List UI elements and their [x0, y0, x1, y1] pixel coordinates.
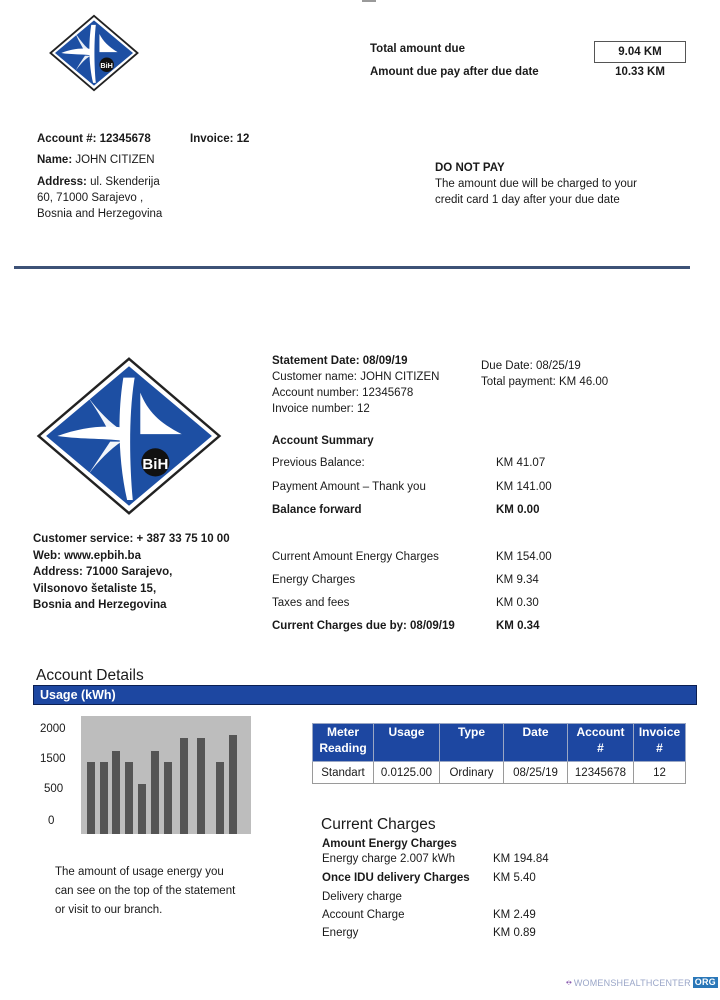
company-logo-large [33, 355, 225, 517]
address-label: Address: [37, 176, 87, 188]
summary-row-current-due [272, 620, 592, 638]
chart-bar [180, 738, 188, 834]
watermark-suffix: ORG [694, 977, 716, 987]
current-charges-title: Current Charges [321, 816, 436, 833]
summary-value: KM 0.30 [496, 597, 539, 609]
charge-value: KM 0.89 [493, 927, 536, 939]
statement-date: Statement Date: 08/09/19 [272, 355, 408, 367]
charge-row-idu-delivery [322, 872, 582, 890]
summary-label: Payment Amount – Thank you [272, 481, 426, 493]
col-invoice: Invoice # [634, 724, 686, 762]
charge-row-delivery [322, 891, 582, 909]
svg-text:BiH: BiH [100, 60, 113, 70]
company-address-line3: Bosnia and Herzegovina [33, 599, 167, 611]
customer-service: Customer service: + 387 33 75 10 00 [33, 533, 230, 545]
late-due-value: 10.33 KM [615, 66, 665, 78]
cell-invoice: 12 [634, 762, 686, 784]
company-web: Web: www.epbih.ba [33, 550, 141, 562]
current-charges-subtitle: Amount Energy Charges [322, 838, 457, 850]
notice-line1: The amount due will be charged to your [435, 178, 638, 190]
summary-label: Previous Balance: [272, 457, 365, 469]
charge-label: Energy charge 2.007 kWh [322, 853, 455, 865]
company-logo-small [48, 14, 140, 92]
summary-label: Balance forward [272, 504, 362, 516]
summary-value: KM 0.34 [496, 620, 540, 632]
customer-name-line [37, 153, 155, 168]
summary-row-previous-balance [272, 457, 592, 475]
dots-icon: •:• [566, 978, 571, 987]
total-payment: Total payment: KM 46.00 [481, 376, 609, 388]
col-usage: Usage [374, 724, 440, 762]
usage-note-line2: can see on the top of the statement [55, 885, 236, 897]
summary-value: KM 9.34 [496, 574, 539, 586]
col-date: Date [504, 724, 568, 762]
col-account: Account # [568, 724, 634, 762]
table-header-row [313, 724, 686, 762]
customer-address-line3: Bosnia and Herzegovina [37, 208, 163, 220]
charge-row-energy-small [322, 927, 582, 945]
address-value: ul. Skenderija [90, 176, 160, 188]
summary-value: KM 0.00 [496, 504, 540, 516]
chart-bar [164, 762, 172, 834]
summary-row-payment [272, 481, 592, 499]
chart-bar [138, 784, 146, 834]
do-not-pay-title: DO NOT PAY [435, 162, 505, 174]
name-value: JOHN CITIZEN [75, 154, 155, 166]
meter-reading-table [312, 723, 686, 784]
summary-row-energy-charges [272, 574, 592, 592]
statement-customer-name: Customer name: JOHN CITIZEN [272, 371, 440, 383]
y-tick-label: 2000 [40, 723, 66, 735]
chart-bar [112, 751, 120, 834]
cell-meter-reading: Standart [313, 762, 374, 784]
customer-address-line1 [37, 175, 160, 190]
chart-bar [125, 762, 133, 834]
total-due-value: 9.04 KM [594, 41, 686, 63]
watermark [566, 977, 718, 988]
summary-label: Energy Charges [272, 574, 356, 586]
chart-bar [151, 751, 159, 834]
company-address-line1: Address: 71000 Sarajevo, [33, 566, 173, 578]
customer-address-line2: 60, 71000 Sarajevo , [37, 192, 144, 204]
charge-value: KM 194.84 [493, 853, 549, 865]
y-tick-label: 1500 [40, 753, 66, 765]
charge-row-account [322, 909, 582, 927]
chart-bar [216, 762, 224, 834]
charge-row-energy [322, 853, 582, 871]
usage-header-bar: Usage (kWh) [33, 685, 697, 705]
summary-value: KM 141.00 [496, 481, 552, 493]
notice-line2: credit card 1 day after your due date [435, 194, 620, 206]
chart-bar [229, 735, 237, 834]
col-meter-reading: Meter Reading [313, 724, 374, 762]
charge-value: KM 5.40 [493, 872, 536, 884]
company-address-line2: Vilsonovo šetaliste 15, [33, 583, 157, 595]
summary-row-balance-forward [272, 504, 592, 522]
total-due-label: Total amount due [370, 43, 465, 55]
chart-bar [87, 762, 95, 834]
col-type: Type [440, 724, 504, 762]
section-divider [14, 266, 690, 269]
statement-account-number: Account number: 12345678 [272, 387, 414, 399]
cell-usage: 0.0125.00 [374, 762, 440, 784]
cell-type: Ordinary [440, 762, 504, 784]
y-tick-label: 0 [48, 815, 55, 827]
charge-label: Energy [322, 927, 359, 939]
account-summary-title: Account Summary [272, 435, 374, 447]
watermark-text: WOMENSHEALTHCENTER [573, 977, 691, 988]
cell-account: 12345678 [568, 762, 634, 784]
late-due-label: Amount due pay after due date [370, 66, 539, 78]
summary-value: KM 41.07 [496, 457, 546, 469]
charge-value: KM 2.49 [493, 909, 536, 921]
summary-label: Taxes and fees [272, 597, 350, 609]
chart-bar [100, 762, 108, 834]
usage-note-line3: or visit to our branch. [55, 904, 163, 916]
due-date: Due Date: 08/25/19 [481, 360, 581, 372]
top-edge-mark [362, 0, 376, 2]
cell-date: 08/25/19 [504, 762, 568, 784]
account-number-line: Account #: 12345678 [37, 133, 151, 145]
summary-label: Current Amount Energy Charges [272, 551, 439, 563]
summary-label: Current Charges due by: 08/09/19 [272, 620, 455, 632]
chart-bar [197, 738, 205, 834]
account-details-title: Account Details [36, 667, 144, 684]
charge-label: Account Charge [322, 909, 405, 921]
summary-value: KM 154.00 [496, 551, 552, 563]
summary-row-taxes [272, 597, 592, 615]
y-tick-label: 500 [44, 783, 64, 795]
charge-label: Delivery charge [322, 891, 402, 903]
summary-row-current-energy [272, 551, 592, 569]
charge-label: Once IDU delivery Charges [322, 872, 470, 884]
usage-bar-chart [81, 716, 251, 834]
usage-note-line1: The amount of usage energy you [55, 866, 224, 878]
svg-text:BiH: BiH [142, 455, 169, 473]
statement-invoice-number: Invoice number: 12 [272, 403, 370, 415]
invoice-line: Invoice: 12 [190, 133, 250, 145]
table-row [313, 762, 686, 784]
name-label: Name: [37, 154, 73, 166]
